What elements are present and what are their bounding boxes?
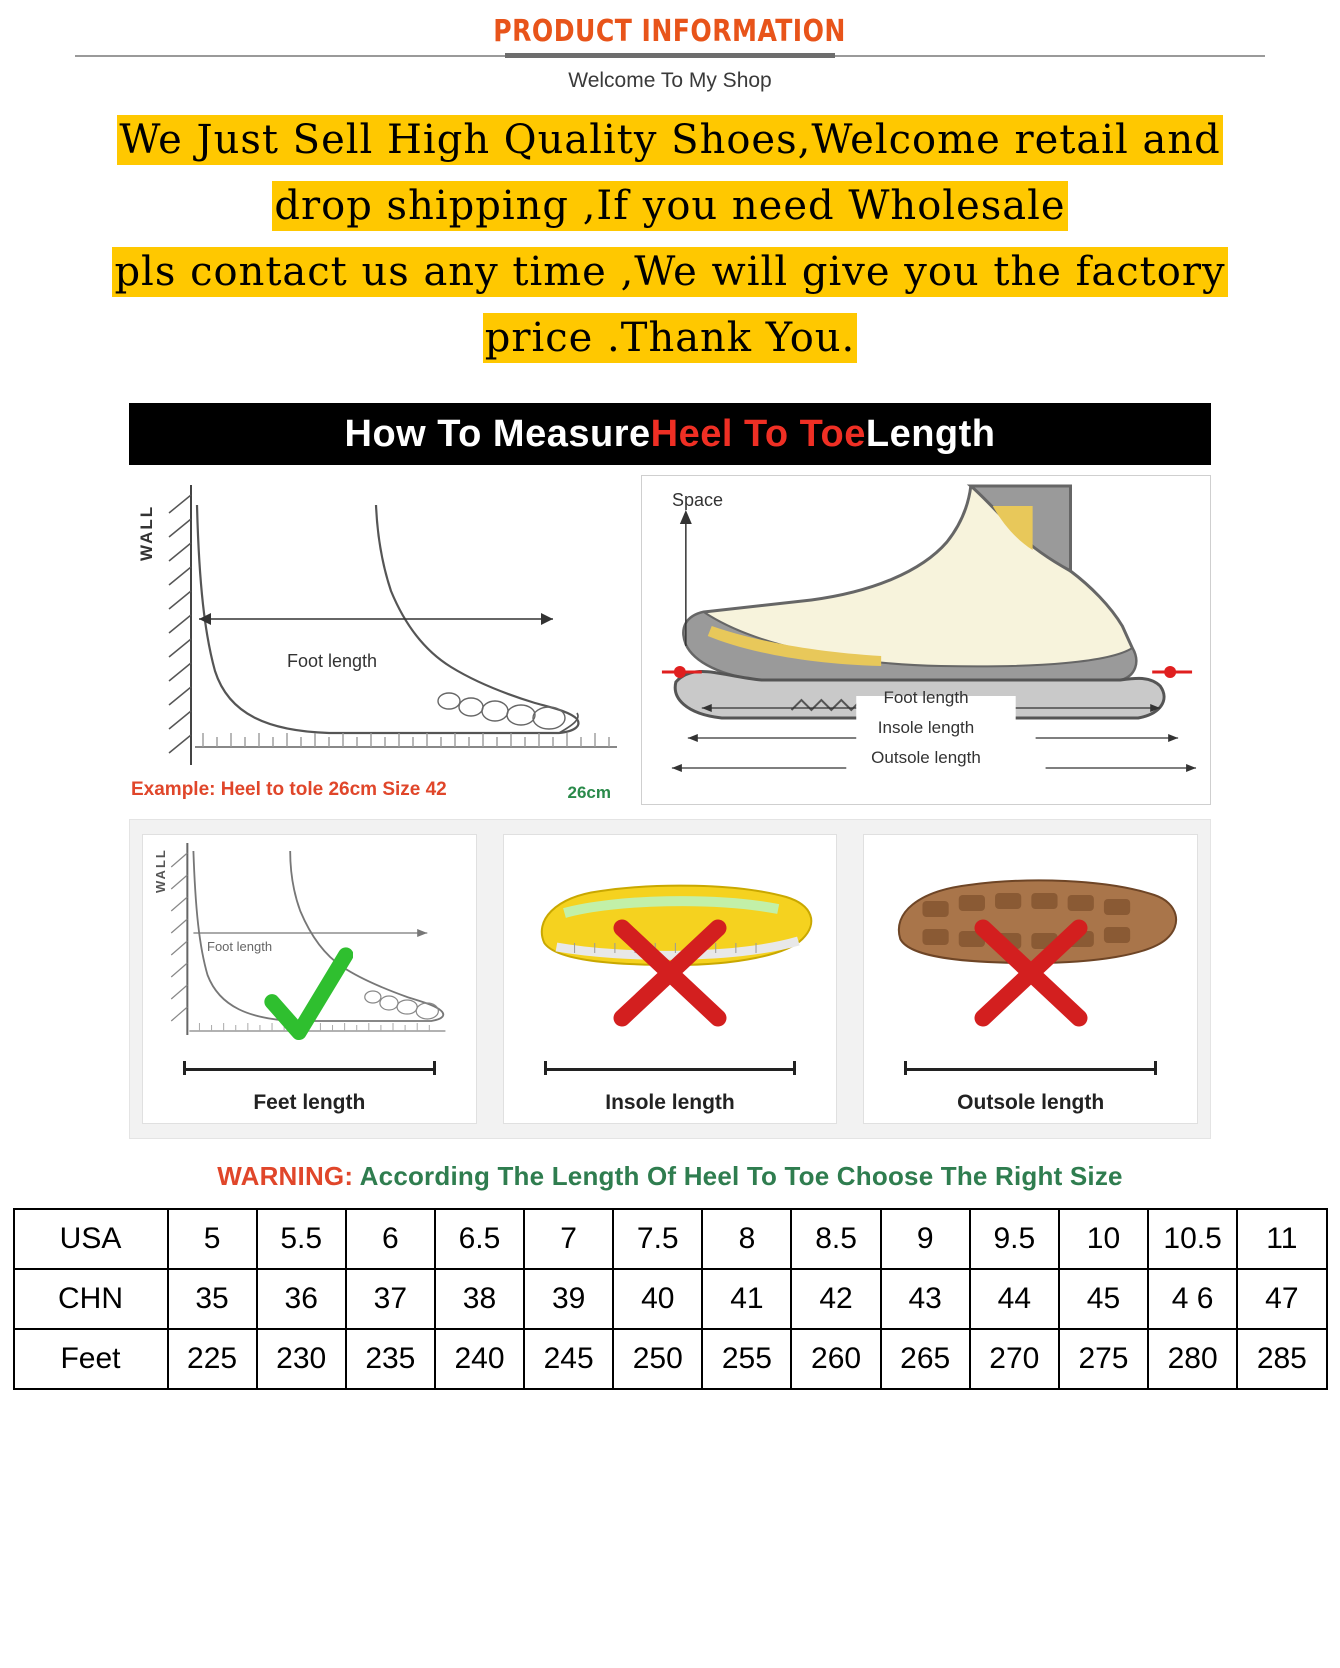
table-cell: 10 xyxy=(1059,1209,1148,1269)
wall-label: WALL xyxy=(137,504,156,561)
banner-text-part3: Length xyxy=(865,412,996,455)
foot-length-label: Foot length xyxy=(207,939,273,954)
diagram-row xyxy=(129,475,1211,805)
sales-line-text: pls contact us any time ,We will give you the factory xyxy=(114,249,1226,295)
foot-length-label: Foot length xyxy=(287,651,378,671)
space-label: Space xyxy=(672,490,724,510)
measure-banner xyxy=(129,403,1211,465)
table-cell: 10.5 xyxy=(1148,1209,1237,1269)
sales-message xyxy=(0,117,1340,361)
table-cell: 45 xyxy=(1059,1269,1148,1329)
table-cell: 37 xyxy=(346,1269,435,1329)
warning-text xyxy=(129,1161,1211,1192)
table-cell: 36 xyxy=(257,1269,346,1329)
table-cell: 9 xyxy=(881,1209,970,1269)
banner-text-part1: How To Measure xyxy=(344,412,651,455)
table-cell: 44 xyxy=(970,1269,1059,1329)
measure-section xyxy=(129,403,1211,1139)
outsole-length-label: Outsole length xyxy=(871,748,981,767)
table-cell: 43 xyxy=(881,1269,970,1329)
table-cell: 4 6 xyxy=(1148,1269,1237,1329)
shoe-cross-section-diagram xyxy=(641,475,1211,805)
wall-label: WALL xyxy=(153,848,168,893)
sales-line xyxy=(0,183,1340,229)
table-cell: 275 xyxy=(1059,1329,1148,1389)
table-cell: 9.5 xyxy=(970,1209,1059,1269)
table-cell: 6.5 xyxy=(435,1209,524,1269)
table-cell: 42 xyxy=(791,1269,880,1329)
table-cell: 40 xyxy=(613,1269,702,1329)
panel-outsole-length xyxy=(863,834,1198,1124)
foot-wall-diagram xyxy=(129,475,629,805)
table-cell: 265 xyxy=(881,1329,970,1389)
sales-line-text: We Just Sell High Quality Shoes,Welcome retail and xyxy=(119,117,1221,163)
table-cell: 235 xyxy=(346,1329,435,1389)
table-cell: 230 xyxy=(257,1329,346,1389)
banner-text-part2: Heel To Toe xyxy=(650,412,866,455)
example-text: Example: Heel to tole 26cm Size 42 xyxy=(131,779,447,800)
sales-line xyxy=(0,117,1340,163)
table-cell: 7 xyxy=(524,1209,613,1269)
page-header xyxy=(0,0,1340,93)
sales-line xyxy=(0,315,1340,361)
table-cell: 35 xyxy=(168,1269,257,1329)
check-icon xyxy=(263,945,353,1055)
table-cell: 285 xyxy=(1237,1329,1326,1389)
table-cell: 41 xyxy=(702,1269,791,1329)
row-label: USA xyxy=(14,1209,168,1269)
table-cell: 280 xyxy=(1148,1329,1237,1389)
table-cell: 5 xyxy=(168,1209,257,1269)
sales-line-text: price .Thank You. xyxy=(484,315,856,361)
table-cell: 6 xyxy=(346,1209,435,1269)
table-cell: 225 xyxy=(168,1329,257,1389)
measure-bracket xyxy=(183,1061,436,1075)
table-cell: 255 xyxy=(702,1329,791,1389)
warning-body: According The Length Of Heel To Toe Choose The Right Size xyxy=(353,1161,1123,1191)
measure-bracket xyxy=(904,1061,1157,1075)
table-row xyxy=(14,1209,1327,1269)
table-cell: 11 xyxy=(1237,1209,1326,1269)
insole-length-label: Insole length xyxy=(877,718,975,737)
table-row xyxy=(14,1269,1327,1329)
table-cell: 260 xyxy=(791,1329,880,1389)
cross-icon xyxy=(971,918,1091,1028)
row-label: Feet xyxy=(14,1329,168,1389)
page-title: PRODUCT INFORMATION xyxy=(493,14,847,49)
foot-wall-illustration xyxy=(129,475,629,805)
panel-caption: Feet length xyxy=(253,1091,366,1114)
size-chart-table xyxy=(13,1208,1328,1390)
sales-line xyxy=(0,249,1340,295)
warning-prefix: WARNING: xyxy=(217,1161,354,1191)
table-row xyxy=(14,1329,1327,1389)
sales-line-text: drop shipping ,If you need Wholesale xyxy=(274,183,1066,229)
table-cell: 39 xyxy=(524,1269,613,1329)
cross-icon xyxy=(610,918,730,1028)
foot-length-label: Foot length xyxy=(883,688,969,707)
comparison-panels xyxy=(129,819,1211,1139)
header-subtitle: Welcome To My Shop xyxy=(568,69,772,92)
table-cell: 8.5 xyxy=(791,1209,880,1269)
table-cell: 240 xyxy=(435,1329,524,1389)
panel-caption: Insole length xyxy=(605,1091,735,1114)
table-cell: 7.5 xyxy=(613,1209,702,1269)
measure-bracket xyxy=(544,1061,797,1075)
header-divider xyxy=(75,55,1265,57)
panel-feet-length xyxy=(142,834,477,1124)
panel-caption: Outsole length xyxy=(957,1091,1105,1114)
table-cell: 270 xyxy=(970,1329,1059,1389)
table-cell: 5.5 xyxy=(257,1209,346,1269)
row-label: CHN xyxy=(14,1269,168,1329)
table-cell: 245 xyxy=(524,1329,613,1389)
table-cell: 8 xyxy=(702,1209,791,1269)
table-cell: 250 xyxy=(613,1329,702,1389)
panel-insole-length xyxy=(503,834,838,1124)
table-cell: 38 xyxy=(435,1269,524,1329)
table-cell: 47 xyxy=(1237,1269,1326,1329)
cm-label: 26cm xyxy=(567,783,611,802)
